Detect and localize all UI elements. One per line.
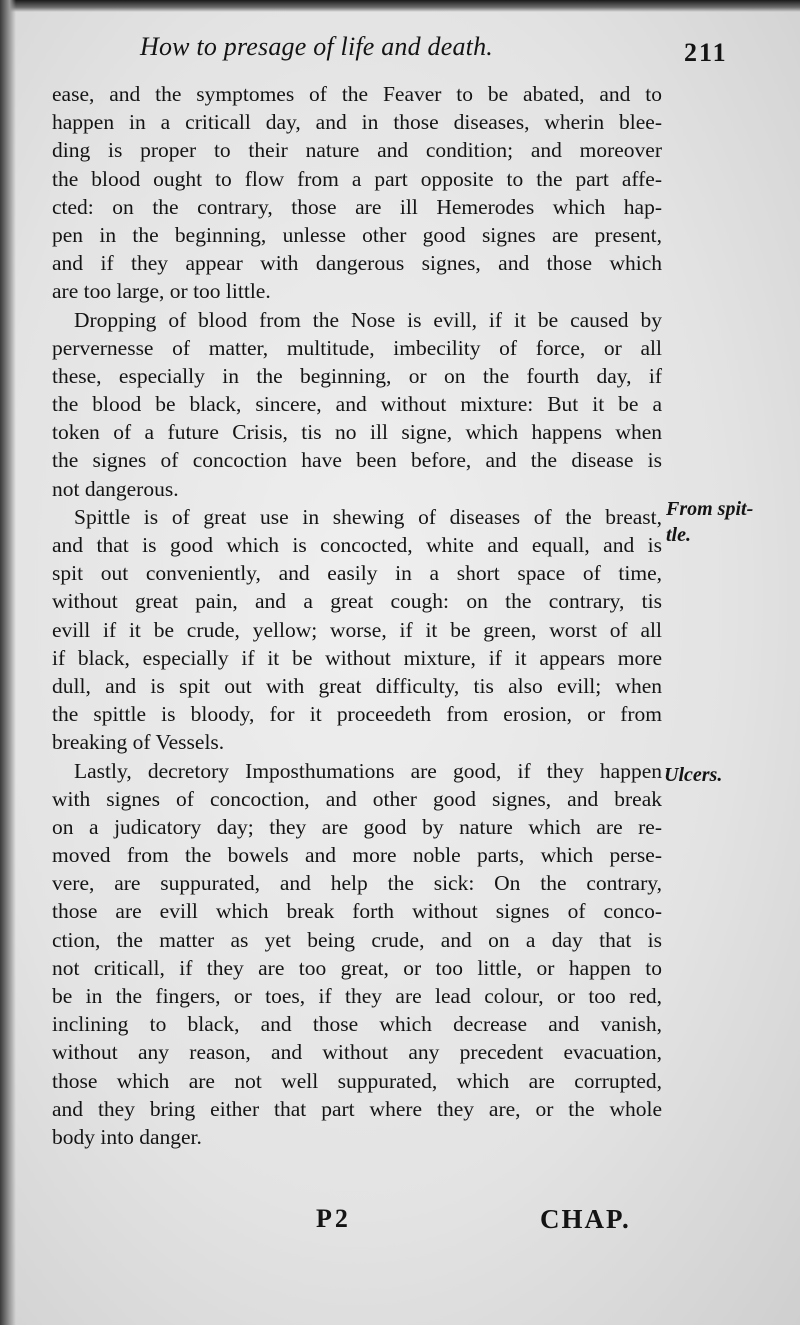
text-line: without great pain, and a great cough: on the contrary, tis [52, 589, 662, 614]
text-line: on a judicatory day; they are good by nature which are re- [52, 814, 662, 839]
body-text [52, 80, 662, 1151]
margin-note-ulcers: Ulcers. [664, 764, 723, 786]
page-top-shadow [0, 0, 800, 12]
margin-note-spittle [666, 496, 753, 548]
text-line: those are evill which break forth without signes of conco- [52, 899, 662, 924]
text-line: without any reason, and without any precedent evacuation, [52, 1040, 662, 1065]
text-line: ease, and the symptomes of the Feaver to be abated, and to [52, 82, 662, 106]
text-line: ding is proper to their nature and condition; and moreover [52, 138, 662, 163]
text-line: the spittle is bloody, for it proceedeth from erosion, or from [52, 702, 662, 727]
text-line: token of a future Crisis, tis no ill signe, which happens when [52, 420, 662, 445]
page-gutter-shadow [0, 0, 16, 1325]
text-line: inclining to black, and those which decrease and vanish, [52, 1012, 662, 1037]
text-line: not dangerous. [52, 476, 179, 501]
text-line: vere, are suppurated, and help the sick: On the contrary, [52, 871, 662, 896]
text-line: the blood ought to flow from a part opposite to the part affe- [52, 166, 662, 191]
catchword: CHAP. [540, 1204, 631, 1234]
text-line: with signes of concoction, and other good signes, and break [52, 786, 662, 811]
text-line: and that is good which is concocted, white and equall, and is [52, 533, 662, 557]
text-line: spit out conveniently, and easily in a short space of time, [52, 561, 662, 586]
text-line: happen in a criticall day, and in those diseases, wherin blee- [52, 110, 662, 135]
paragraph-start-line: Spittle is of great use in shewing of diseases of the breast, [74, 504, 662, 529]
text-line: these, especially in the beginning, or on the fourth day, if [52, 363, 662, 388]
text-line: and if they appear with dangerous signes, and those which [52, 251, 662, 276]
text-line: ction, the matter as yet being crude, and on a day that is [52, 927, 662, 952]
text-line: if black, especially if it be without mixture, if it appears more [52, 645, 662, 670]
paragraph-start-line: Lastly, decretory Imposthumations are good, if they happen [74, 758, 662, 783]
text-line: dull, and is spit out with great difficulty, tis also evill; when [52, 673, 662, 698]
text-line: be in the fingers, or toes, if they are lead colour, or too red, [52, 984, 662, 1008]
text-line: moved from the bowels and more noble parts, which perse- [52, 843, 662, 868]
margin-note-line: From spit- [666, 498, 754, 520]
running-head: How to presage of life and death. [140, 32, 493, 61]
paragraph-start-line: Dropping of blood from the Nose is evill, if it be caused by [74, 307, 662, 332]
text-line: are too large, or too little. [52, 279, 271, 304]
text-line: cted: on the contrary, those are ill Hemerodes which hap- [52, 194, 662, 219]
text-line: body into danger. [52, 1124, 202, 1149]
margin-note-line: tle. [666, 524, 691, 546]
text-line: pervernesse of matter, multitude, imbecility of force, or all [52, 335, 662, 360]
text-line: breaking of Vessels. [52, 730, 225, 755]
text-line: the signes of concoction have been before, and the disease is [52, 448, 662, 473]
text-line: pen in the beginning, unlesse other good signes are present, [52, 222, 662, 247]
text-line: not criticall, if they are too great, or too little, or happen to [52, 955, 662, 980]
page-number: 211 [684, 38, 728, 67]
text-line: the blood be black, sincere, and without mixture: But it be a [52, 392, 662, 417]
text-line: those which are not well suppurated, which are corrupted, [52, 1068, 662, 1093]
signature-mark: P2 [316, 1204, 351, 1233]
text-line: and they bring either that part where they are, or the whole [52, 1096, 662, 1121]
text-line: evill if it be crude, yellow; worse, if it be green, worst of all [52, 617, 662, 642]
